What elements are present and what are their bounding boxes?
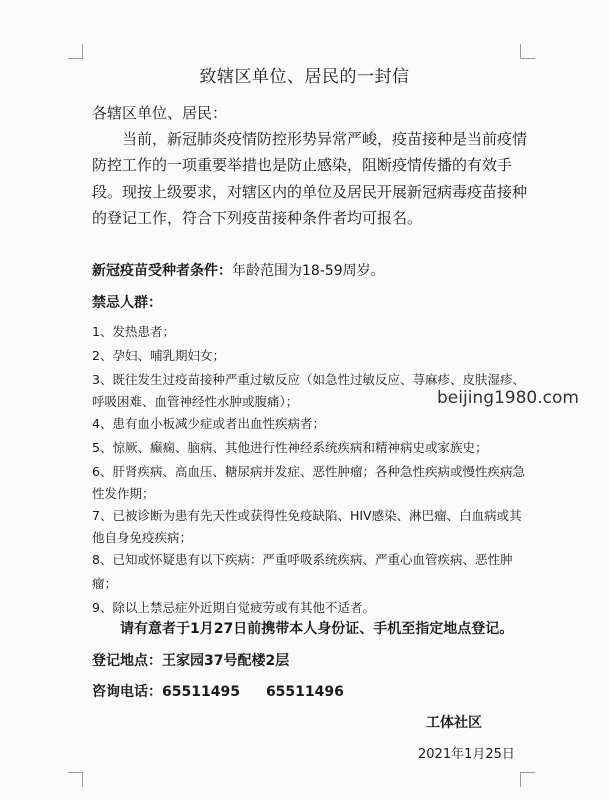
letter-title: 致辖区单位、居民的一封信 [199, 67, 410, 87]
list-item: 4、患有血小板减少症或者出血性疾病者； [92, 416, 325, 431]
intro-line-2: 防控工作的一项重要举措也是防止感染，阻断疫情传播的有效手 [92, 156, 513, 175]
salutation: 各辖区单位、居民： [92, 104, 228, 122]
intro-line-1: 当前，新冠肺炎疫情防控形势异常严峻，疫苗接种是当前疫情 [122, 130, 528, 148]
list-item: 7、已被诊断为患有先天性或获得性免疫缺陷、HIV感染、淋巴瘤、白血病或其 [92, 508, 522, 523]
list-item: 9、除以上禁忌症外近期自觉疲劳或有其他不适者。 [92, 600, 375, 615]
vaccine-condition [92, 260, 385, 280]
signature: 工体社区 [426, 715, 482, 731]
watermark-text: beijing1980.com [437, 388, 579, 408]
phone-number-1: 65511495 [162, 684, 240, 700]
registration-notice: 请有意者于1月27日前携带本人身份证、手机至指定地点登记。 [120, 621, 514, 637]
list-item: 性发作期； [92, 486, 155, 501]
condition-text: 年龄范围为18-59周岁。 [232, 263, 385, 279]
list-item: 1、发热患者； [92, 324, 175, 339]
crop-mark-top-right [520, 44, 535, 59]
list-item: 2、孕妇、哺乳期妇女； [92, 348, 225, 363]
crop-mark-bottom-left [68, 772, 83, 787]
intro-paragraph [92, 126, 532, 232]
contact-phone [92, 681, 344, 701]
contraindication-list [92, 320, 532, 620]
intro-line-3: 段。现按上级要求，对辖区内的单位及居民开展新冠病毒疫苗接种 [92, 182, 528, 201]
list-item: 他自身免疫疾病； [92, 530, 193, 545]
phone-label: 咨询电话： [92, 684, 162, 700]
crop-mark-top-left [68, 44, 83, 59]
list-item: 5、惊厥、癫痫、脑病、其他进行性神经系统疾病和精神病史或家族史； [92, 440, 488, 455]
contraindication-heading: 禁忌人群： [92, 295, 162, 311]
list-item: 3、既往发生过疫苗接种严重过敏反应（如急性过敏反应、荨麻疹、皮肤湿疹、 [92, 372, 525, 387]
condition-label: 新冠疫苗受种者条件： [92, 263, 232, 279]
list-item: 呼吸困难、血管神经性水肿或腹痛）； [92, 394, 299, 409]
list-item: 8、已知或怀疑患有以下疾病：严重呼吸系统疾病、严重心血管疾病、恶性肿瘤； [92, 552, 513, 591]
phone-number-2: 65511496 [265, 684, 344, 700]
intro-line-4: 的登记工作，符合下列疫苗接种条件者均可报名。 [92, 209, 423, 228]
registration-place: 登记地点：王家园37号配楼2层 [92, 653, 290, 669]
crop-mark-bottom-right [520, 772, 535, 787]
letter-date: 2021年1月25日 [418, 747, 515, 762]
list-item: 6、肝肾疾病、高血压、糖尿病并发症、恶性肿瘤；各种急性疾病或慢性疾病急 [92, 464, 525, 479]
